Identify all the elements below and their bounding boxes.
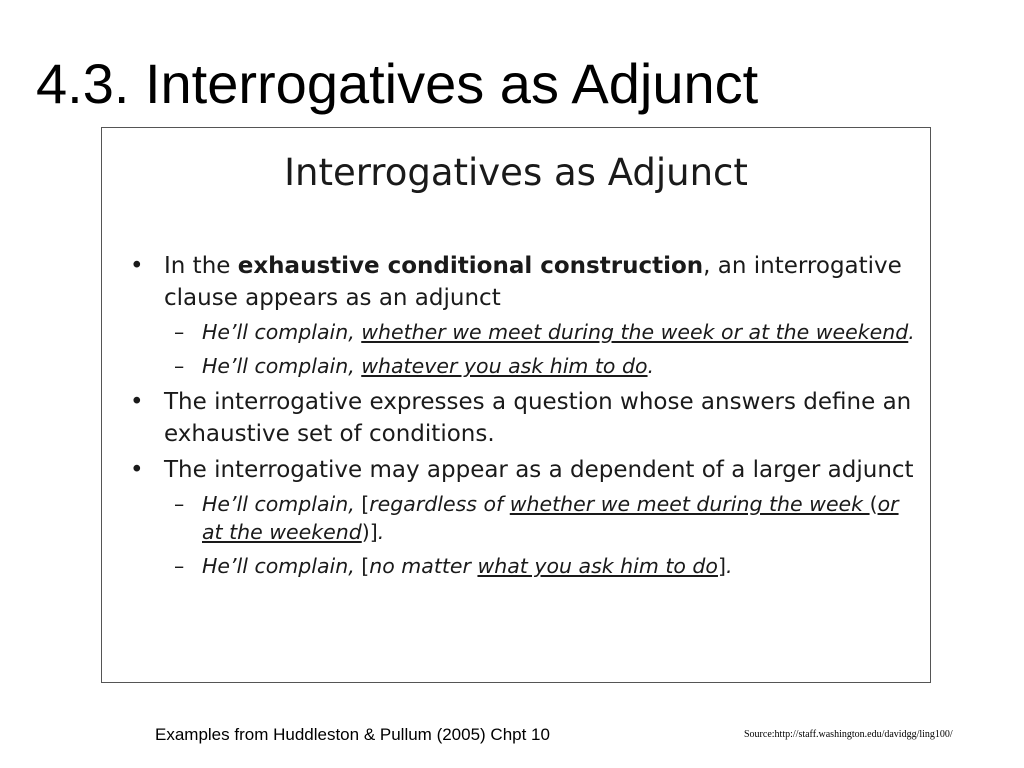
example-whether — [128, 318, 918, 346]
page-title: 4.3. Interrogatives as Adjunct — [36, 52, 759, 115]
bracket: )] — [361, 520, 378, 544]
bullet-text: , an interrogative clause appears as an adjunct — [164, 253, 902, 311]
bold-term: exhaustive conditional construction — [237, 253, 704, 279]
bullet-dependent-adjunct — [128, 454, 918, 486]
bracket: ] — [717, 554, 726, 578]
example-whatever — [128, 352, 918, 380]
example-phrase: regardless of — [369, 492, 510, 516]
bullet-exhaustive-conditional — [128, 250, 918, 314]
bullet-text: The interrogative may appear as a dependent of a larger adjunct — [164, 457, 914, 483]
underlined-clause: or at the weekend — [202, 492, 899, 544]
example-lead: He’ll complain, — [202, 554, 362, 578]
example-end: . — [377, 520, 385, 544]
bullet-question-answers — [128, 386, 918, 450]
example-end: . — [647, 354, 655, 378]
slide-image-frame — [101, 127, 931, 683]
underlined-clause: whether we meet during the week — [509, 492, 870, 516]
example-no-matter — [128, 552, 918, 580]
example-lead: He’ll complain, — [202, 320, 362, 344]
source-text: Source:http://staff.washington.edu/davidgg/ling100/ — [744, 729, 953, 740]
example-lead: He’ll complain, — [202, 492, 362, 516]
bullet-list — [128, 250, 918, 586]
bracket: [ — [361, 492, 370, 516]
citation-text: Examples from Huddleston & Pullum (2005) Chpt 10 — [155, 725, 550, 744]
example-phrase: no matter — [369, 554, 478, 578]
bullet-text: The interrogative expresses a question whose answers define an exhaustive set of conditions. — [164, 389, 912, 447]
example-lead: He’ll complain, — [202, 354, 362, 378]
example-end: . — [725, 554, 733, 578]
underlined-clause: whether we meet during the week or at the weekend — [361, 320, 909, 344]
bullet-text: In the — [164, 253, 238, 279]
example-end: . — [908, 320, 915, 344]
underlined-clause: whatever you ask him to do — [361, 354, 648, 378]
paren: ( — [869, 492, 878, 516]
underlined-clause: what you ask him to do — [477, 554, 718, 578]
bracket: [ — [361, 554, 370, 578]
example-regardless — [128, 490, 918, 546]
box-title: Interrogatives as Adjunct — [284, 151, 748, 194]
